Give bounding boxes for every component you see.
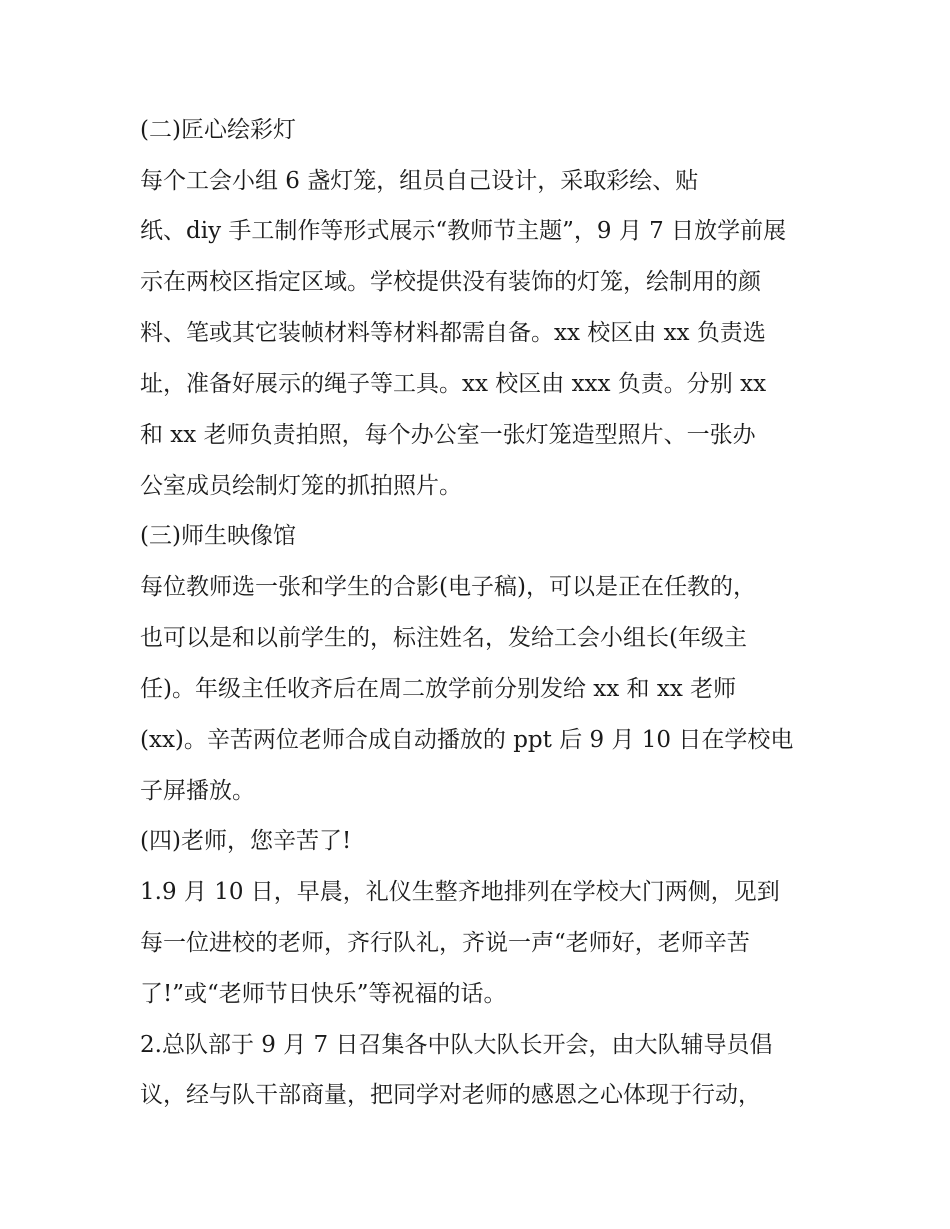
paragraph-line: 址，准备好展示的绳子等工具。xx 校区由 xxx 负责。分别 xx [140, 371, 767, 397]
paragraph-line: 每位教师选一张和学生的合影(电子稿)，可以是正在任教的， [140, 574, 756, 600]
list-item-line: 1.9 月 10 日，早晨，礼仪生整齐地排列在学校大门两侧，见到 [140, 879, 780, 905]
paragraph-line: 和 xx 老师负责拍照，每个办公室一张灯笼造型照片、一张办 [140, 422, 756, 448]
paragraph-line: 任)。年级主任收齐后在周二放学前分别发给 xx 和 xx 老师 [140, 676, 737, 702]
paragraph-line: 示在两校区指定区域。学校提供没有装饰的灯笼，绘制用的颜 [140, 269, 761, 295]
paragraph-line: 也可以是和以前学生的，标注姓名，发给工会小组长(年级主 [140, 625, 747, 651]
paragraph-line: 纸、diy 手工制作等形式展示“教师节主题”，9 月 7 日放学前展 [140, 218, 787, 244]
section-heading-3: (三)师生映像馆 [140, 523, 296, 549]
list-item-line: 了!”或“老师节日快乐”等祝福的话。 [140, 981, 507, 1007]
list-item-line: 议，经与队干部商量，把同学对老师的感恩之心体现于行动， [140, 1082, 761, 1108]
paragraph-line: 每个工会小组 6 盏灯笼，组员自己设计，采取彩绘、贴 [140, 168, 699, 194]
paragraph-line: (xx)。辛苦两位老师合成自动播放的 ppt 后 9 月 10 日在学校电 [140, 727, 794, 753]
list-item-line: 每一位进校的老师，齐行队礼，齐说一声“老师好，老师辛苦 [140, 930, 750, 956]
paragraph-line: 公室成员绘制灯笼的抓拍照片。 [140, 473, 462, 499]
paragraph-line: 料、笔或其它装帧材料等材料都需自备。xx 校区由 xx 负责选 [140, 320, 766, 346]
list-item-line: 2.总队部于 9 月 7 日召集各中队大队长开会，由大队辅导员倡 [140, 1032, 773, 1058]
paragraph-line: 子屏播放。 [140, 778, 255, 804]
section-heading-4: (四)老师，您辛苦了! [140, 828, 352, 854]
section-heading-2: (二)匠心绘彩灯 [140, 117, 296, 143]
